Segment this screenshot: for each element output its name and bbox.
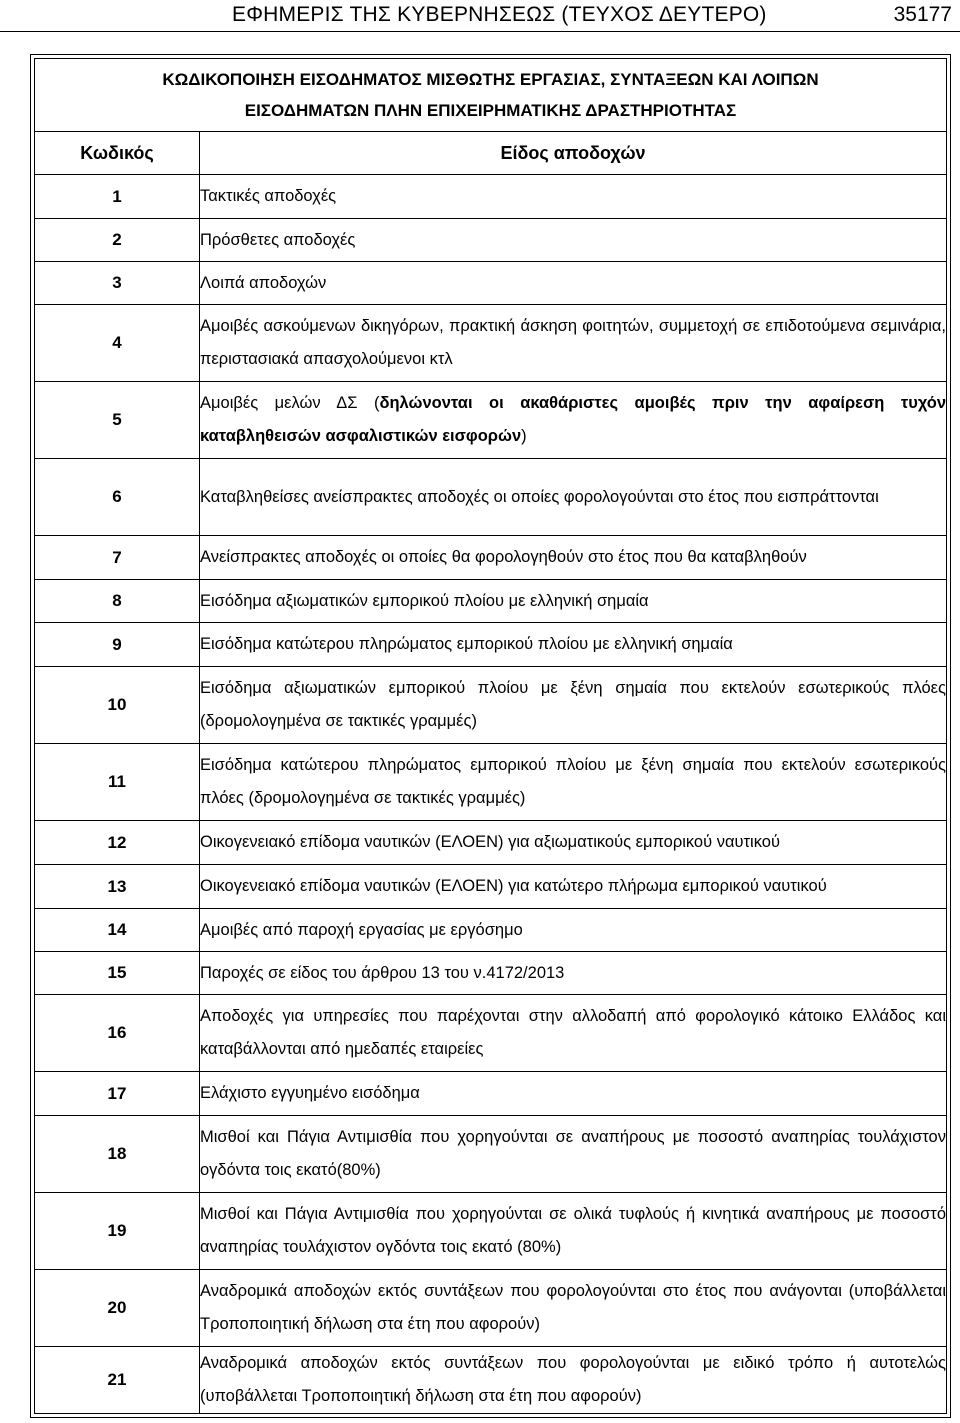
row-code: 14	[35, 909, 200, 952]
row-code: 17	[35, 1072, 200, 1116]
row-code: 11	[35, 744, 200, 821]
row-description: Αναδρομικά αποδοχών εκτός συντάξεων που φορολογούνται στο έτος που ανάγονται (υποβάλλεται Τροποποιητική δήλωση στα έτη που αφορούν)	[200, 1270, 946, 1347]
row-description: Αναδρομικά αποδοχών εκτός συντάξεων που φορολογούνται με ειδικό τρόπο ή αυτοτελώς (υποβάλλεται Τροποποιητική δήλωση στα έτη που αφορούν)	[200, 1354, 946, 1405]
row-description-emphasis: δηλώνονται οι ακαθάριστες αμοιβές πριν την αφαίρεση τυχόν καταβληθεισών ασφαλιστικών εισφορών	[200, 394, 946, 445]
row-code: 10	[35, 667, 200, 744]
row-description: Μισθοί και Πάγια Αντιμισθία που χορηγούνται σε ολικά τυφλούς ή κινητικά αναπήρους με ποσοστό αναπηρίας τουλάχιστον ογδόντα τοις εκατό (80%)	[200, 1193, 946, 1270]
table-row	[35, 459, 946, 536]
table-row	[35, 1270, 946, 1347]
row-description: Εισόδημα αξιωματικών εμπορικού πλοίου με ελληνική σημαία	[200, 580, 946, 623]
gazette-title: ΕΦΗΜΕΡΙΣ ΤΗΣ ΚΥΒΕΡΝΗΣΕΩΣ (ΤΕΥΧΟΣ ΔΕΥΤΕΡΟ)	[232, 3, 767, 26]
page-header	[0, 0, 960, 30]
table-row	[35, 995, 946, 1072]
row-description: Οικογενειακό επίδομα ναυτικών (ΕΛΟΕΝ) για κατώτερο πλήρωμα εμπορικού ναυτικού	[200, 865, 946, 909]
table-row	[35, 262, 946, 305]
row-description: Εισόδημα κατώτερου πληρώματος εμπορικού πλοίου με ξένη σημαία που εκτελούν εσωτερικούς πλόες (δρομολογημένα σε τακτικές γραμμές)	[200, 744, 946, 821]
row-description: Τακτικές αποδοχές	[200, 175, 946, 219]
table-row	[35, 821, 946, 865]
table-row	[35, 175, 946, 219]
table-row	[35, 1072, 946, 1116]
table-row	[35, 305, 946, 382]
table-row	[35, 382, 946, 459]
table-row	[35, 909, 946, 952]
row-description: Καταβληθείσες ανείσπρακτες αποδοχές οι οποίες φορολογούνται στο έτος που εισπράττονται	[200, 459, 946, 536]
table-title-line-1: ΚΩΔΙΚΟΠΟΙΗΣΗ ΕΙΣΟΔΗΜΑΤΟΣ ΜΙΣΘΩΤΗΣ ΕΡΓΑΣΙΑΣ, ΣΥΝΤΑΞΕΩΝ ΚΑΙ ΛΟΙΠΩΝ	[162, 70, 819, 89]
row-description: Παροχές σε είδος του άρθρου 13 του ν.4172/2013	[200, 952, 946, 995]
table-header-row	[35, 132, 946, 175]
row-description: Αμοιβές από παροχή εργασίας με εργόσημο	[200, 909, 946, 952]
table-row	[35, 1116, 946, 1193]
row-description	[200, 382, 946, 459]
table-row	[35, 580, 946, 623]
row-description: Ελάχιστο εγγυημένο εισόδημα	[200, 1072, 946, 1116]
table-row	[35, 623, 946, 667]
row-code: 19	[35, 1193, 200, 1270]
column-header-code: Κωδικός	[35, 132, 200, 175]
row-code: 8	[35, 580, 200, 623]
table-row	[35, 536, 946, 580]
column-header-description: Είδος αποδοχών	[200, 132, 946, 175]
table-title-line-2: ΕΙΣΟΔΗΜΑΤΩΝ ΠΛΗΝ ΕΠΙΧΕΙΡΗΜΑΤΙΚΗΣ ΔΡΑΣΤΗΡΙΟΤΗΤΑΣ	[244, 101, 737, 120]
row-description: Εισόδημα αξιωματικών εμπορικού πλοίου με ξένη σημαία που εκτελούν εσωτερικούς πλόες (δρομολογημένα σε τακτικές γραμμές)	[200, 667, 946, 744]
row-description: Πρόσθετες αποδοχές	[200, 219, 946, 262]
row-description: Λοιπά αποδοχών	[200, 262, 946, 305]
row-code: 5	[35, 382, 200, 459]
table-row	[35, 667, 946, 744]
row-description: Μισθοί και Πάγια Αντιμισθία που χορηγούνται σε αναπήρους με ποσοστό αναπηρίας τουλάχιστον ογδόντα τοις εκατό(80%)	[200, 1116, 946, 1193]
table-row	[35, 1193, 946, 1270]
page-number: 35177	[893, 3, 952, 26]
table-title	[35, 59, 946, 132]
row-description-text: Αμοιβές μελών ΔΣ (	[200, 394, 380, 412]
table-title-row	[35, 59, 946, 132]
row-description: Εισόδημα κατώτερου πληρώματος εμπορικού πλοίου με ελληνική σημαία	[200, 623, 946, 667]
table-row	[35, 1347, 946, 1413]
table-row	[35, 744, 946, 821]
row-code: 16	[35, 995, 200, 1072]
row-code: 21	[35, 1347, 200, 1413]
table-row	[35, 952, 946, 995]
row-code: 2	[35, 219, 200, 262]
row-code: 4	[35, 305, 200, 382]
row-code: 13	[35, 865, 200, 909]
row-code: 15	[35, 952, 200, 995]
row-code: 6	[35, 459, 200, 536]
row-description: Αποδοχές για υπηρεσίες που παρέχονται στην αλλοδαπή από φορολογικό κάτοικο Ελλάδος και καταβάλλονται από ημεδαπές εταιρείες	[200, 995, 946, 1072]
row-code: 12	[35, 821, 200, 865]
row-description: Ανείσπρακτες αποδοχές οι οποίες θα φορολογηθούν στο έτος που θα καταβληθούν	[200, 536, 946, 580]
row-description: Αμοιβές ασκούμενων δικηγόρων, πρακτική άσκηση φοιτητών, συμμετοχή σε επιδοτούμενα σεμινάρια, περιστασιακά απασχολούμενοι κτλ	[200, 305, 946, 382]
income-codes-table	[34, 58, 947, 1414]
table-row	[35, 219, 946, 262]
row-code: 9	[35, 623, 200, 667]
row-code: 7	[35, 536, 200, 580]
row-code: 3	[35, 262, 200, 305]
header-rule	[0, 31, 960, 32]
row-code: 1	[35, 175, 200, 219]
row-code: 20	[35, 1270, 200, 1347]
table-row	[35, 865, 946, 909]
row-description-text-end: )	[521, 427, 527, 445]
row-description: Οικογενειακό επίδομα ναυτικών (ΕΛΟΕΝ) για αξιωματικούς εμπορικού ναυτικού	[200, 821, 946, 865]
row-code: 18	[35, 1116, 200, 1193]
